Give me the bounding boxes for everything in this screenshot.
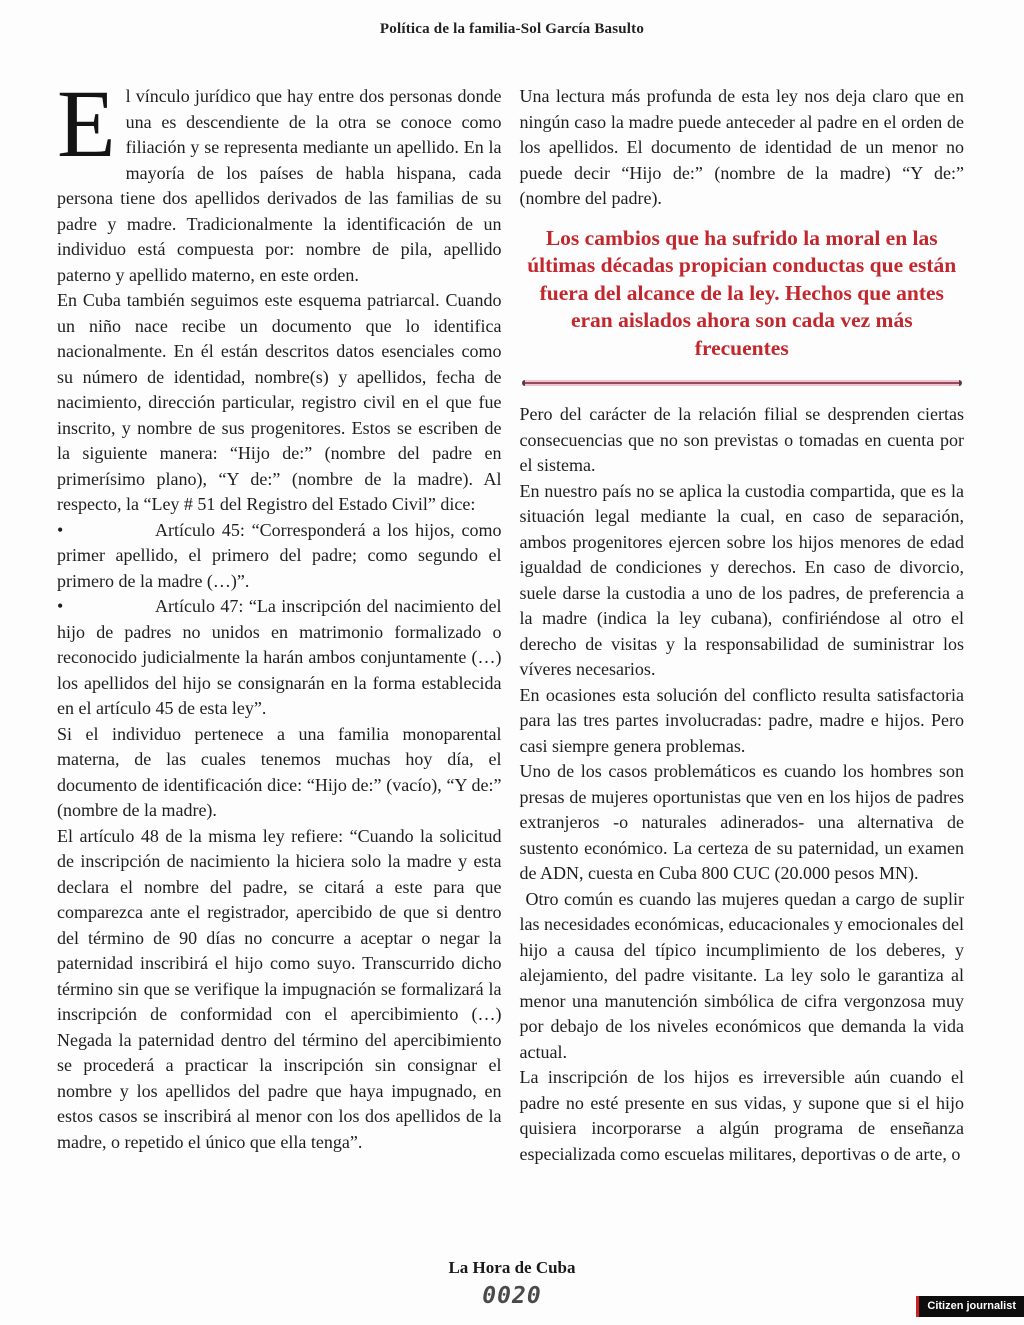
page-title: Política de la familia-Sol García Basulto: [379, 21, 645, 37]
paragraph-text: l vínculo jurídico que hay entre dos personas donde una es descendiente de la otra se conoce como filiación y se representa mediante un apellido. En la mayoría de los países de habla hispana, cada persona tiene dos apellidos derivados de las familias de su padre y madre. Tradicionalmente la identificación de un individuo está compuesta por: nombre de pila, apellido paterno y apellido materno, en este orden.: [57, 86, 502, 285]
quote-divider-rule: [522, 380, 963, 386]
page-header: [0, 21, 1024, 38]
list-item-text: Artículo 45: “Corresponderá a los hijos, como primer apellido, el primero del padre; como segundo el primero de la madre (…)”.: [57, 519, 502, 591]
paragraph: Uno de los casos problemáticos es cuando los hombres son presas de mujeres oportunistas que ven en los hijos de padres extranjeros -o naturales adinerados- una alternativa de sustento económico. La certeza de su paternidad, un examen de ADN, cuesta en Cuba 800 CUC (20.000 pesos MN).: [519, 761, 964, 883]
pull-quote: Los cambios que ha sufrido la moral en las últimas décadas propician conductas que están fuera del alcance de la ley. Hechos que antes eran aislados ahora son cada vez más frecuentes: [527, 225, 957, 360]
bullet-icon: •: [57, 596, 64, 616]
bullet-icon: •: [57, 519, 64, 540]
citizen-journalist-badge: Citizen journalist: [916, 1296, 1024, 1317]
list-item: [57, 594, 502, 722]
publication-name: La Hora de Cuba: [448, 1258, 576, 1277]
paragraph: Pero del carácter de la relación filial se desprenden ciertas consecuencias que no son previstas o tomadas en cuenta por el sistema.: [519, 404, 964, 475]
paragraph: En nuestro país no se aplica la custodia compartida, que es la situación legal mediante la cual, en caso de separación, ambos progenitores ejercen sobre los hijos menores de edad igualdad de condiciones y derechos. En caso de divorcio, suele darse la custodia a uno de los padres, de preferencia a la madre (indica la ley cubana), confiriéndose al otro el derecho de visitas y la responsabilidad de suministrar los víveres necesarios.: [519, 480, 964, 679]
right-column: [520, 84, 965, 1167]
paragraph-dropcap: [57, 70, 502, 288]
paragraph: En ocasiones esta solución del conflicto resulta satisfactoria para las tres partes involucradas: padre, madre e hijos. Pero casi siempre genera problemas.: [519, 684, 964, 756]
drop-cap-letter: E: [57, 70, 116, 177]
paragraph: En Cuba también seguimos este esquema patriarcal. Cuando un niño nace recibe un documento que lo identifica nacionalmente. En él están descritos datos esenciales como su número de identidad, nombre(s) y apellidos, fecha de nacimiento, dirección particular, registro civil en el que fue inscrito, y nombre de sus progenitores. Estos se escriben de la siguiente manera: “Hijo de:” (nombre del padre en primerísimo plano), “Y de:” (nombre de la madre). Al respecto, la “Ley # 51 del Registro del Estado Civil” dice:: [57, 290, 502, 514]
paragraph: La inscripción de los hijos es irreversible aún cuando el padre no esté presente en sus vidas, y supone que si el hijo quisiera incorporarse a algún programa de enseñanza especializada como escuelas militares, deportivas o de arte, o: [519, 1067, 964, 1164]
list-item: [57, 518, 502, 595]
list-item-text: Artículo 47: “La inscripción del nacimiento del hijo de padres no unidos en matrimonio formalizado o reconocido judicialmente la harán ambos conjuntamente (…) los apellidos del hijo se consignarán en la forma establecida en el artículo 45 de esta ley”.: [57, 596, 502, 718]
paragraph: Si el individuo pertenece a una familia monoparental materna, de las cuales tenemos muchas hoy día, el documento de identificación dice: “Hijo de:” (vacío), “Y de:” (nombre de la madre).: [57, 723, 502, 820]
paragraph: Una lectura más profunda de esta ley nos deja claro que en ningún caso la madre puede anteceder al padre en el orden de los apellidos. El documento de identidad de un menor no puede decir “Hijo de:” (nombre de la madre) “Y de:” (nombre del padre).: [519, 86, 964, 208]
page-number: 0020: [482, 1283, 542, 1309]
article-body: [57, 70, 964, 1167]
left-column: [57, 70, 502, 1167]
paragraph: El artículo 48 de la misma ley refiere: “Cuando la solicitud de inscripción de nacimiento la hiciera solo la madre y esta declara el nombre del padre, se citará a este para que comparezca ante el registrador, apercibido de que si dentro del término de 90 días no concurre a aceptar o negar la paternidad inscribirá el hijo como suyo. Transcurrido dicho término sin que se verifique la impugnación se formalizará la inscripción de conformidad con el apercibimiento (…) Negada la paternidad dentro del término del apercibimiento se procederá a practicar la inscripción sin consignar el nombre y los apellidos del padre que haya impugnado, en estos casos se inscribirá al menor con los dos apellidos de la madre, o repetido el único que ella tenga”.: [57, 825, 502, 1152]
paragraph: Otro común es cuando las mujeres quedan a cargo de suplir las necesidades económicas, educacionales y emocionales del hijo a causa del típico incumplimiento de los deberes, y alejamiento, del padre visitante. La ley solo le garantiza al menor una manutención simbólica de cifra vergonzosa muy por debajo de los niveles económicos que demanda la vida actual.: [519, 888, 964, 1062]
